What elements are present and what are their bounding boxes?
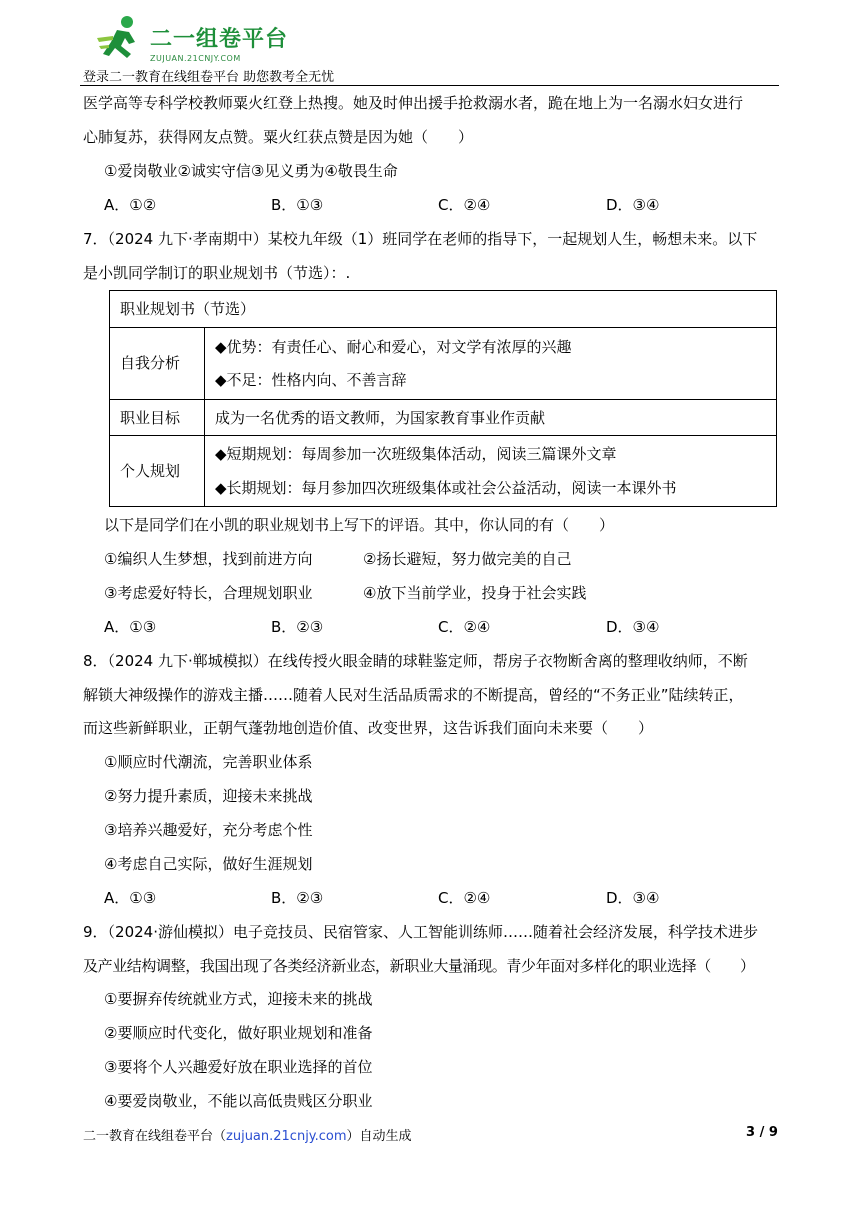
q7-prompt: 以下是同学们在小凯的职业规划书上写下的评语。其中，你认同的有（ ）: [104, 516, 615, 534]
row-short-term-plan: ◆短期规划：每周参加一次班级集体活动，阅读三篇课外文章: [215, 445, 617, 463]
q7-option-b: B．②③: [271, 618, 324, 636]
q8-item3: ③培养兴趣爱好，充分考虑个性: [104, 821, 313, 839]
q9-line1: 9．（2024·游仙模拟）电子竞技员、民宿管家、人工智能训练师……随着社会经济发展，科学技术进步: [83, 923, 758, 941]
q6-line2: 心肺复苏，获得网友点赞。粟火红获点赞是因为她（ ）: [83, 128, 474, 146]
q8-option-d: D．③④: [606, 889, 660, 907]
q7-line1: 7．（2024 九下·孝南期中）某校九年级（1）班同学在老师的指导下，一起规划人生，畅想未来。以下: [83, 230, 758, 248]
table-content-cell: [204, 435, 777, 507]
q6-option-a: A．①②: [104, 196, 157, 214]
row-career-goal: 成为一名优秀的语文教师，为国家教育事业作贡献: [215, 409, 546, 427]
q6-items: ①爱岗敬业②诚实守信③见义勇为④敬畏生命: [104, 162, 398, 180]
footer-suffix: ）自动生成: [346, 1129, 412, 1144]
q8-line3: 而这些新鲜职业，正朝气蓬勃地创造价值、改变世界，这告诉我们面向未来要（ ）: [83, 719, 654, 737]
career-plan-table: [109, 290, 777, 507]
logo-text: 二一组卷平台: [150, 27, 289, 52]
table-label-cell: [109, 435, 205, 507]
table-content-cell: [204, 327, 777, 400]
runner-logo-icon: [95, 14, 147, 62]
table-content-cell: [204, 399, 777, 436]
page-footer: [83, 1125, 412, 1144]
q8-option-a: A．①③: [104, 889, 157, 907]
page-number: 3 / 9: [746, 1125, 778, 1140]
q9-item4: ④要爱岗敬业，不能以高低贵贱区分职业: [104, 1092, 373, 1110]
site-logo[interactable]: [95, 14, 295, 66]
q9-item3: ③要将个人兴趣爱好放在职业选择的首位: [104, 1058, 373, 1076]
q9-item2: ②要顺应时代变化，做好职业规划和准备: [104, 1024, 373, 1042]
row-long-term-plan: ◆长期规划：每月参加四次班级集体或社会公益活动，阅读一本课外书: [215, 479, 677, 497]
q8-item1: ①顺应时代潮流，完善职业体系: [104, 753, 313, 771]
q6-option-b: B．①③: [271, 196, 324, 214]
row-self-weakness: ◆不足：性格内向、不善言辞: [215, 371, 407, 389]
q8-line2: 解锁大神级操作的游戏主播……随着人民对生活品质需求的不断提高，曾经的“不务正业”陆续转正，: [83, 686, 744, 704]
logo-subtext: ZUJUAN.21CNJY.COM: [150, 54, 241, 63]
footer-prefix: 二一教育在线组卷平台（: [83, 1129, 227, 1144]
row-self-strength: ◆优势：有责任心、耐心和爱心，对文学有浓厚的兴趣: [215, 338, 572, 356]
q8-item2: ②努力提升素质，迎接未来挑战: [104, 787, 313, 805]
row-label-personal-plan: 个人规划: [120, 462, 181, 480]
table-title: 职业规划书（节选）: [120, 300, 256, 318]
q6-option-d: D．③④: [606, 196, 660, 214]
row-label-self-analysis: 自我分析: [120, 354, 181, 372]
q8-option-c: C．②④: [438, 889, 491, 907]
q8-item4: ④考虑自己实际，做好生涯规划: [104, 855, 313, 873]
q7-item4: ④放下当前学业，投身于社会实践: [363, 584, 587, 602]
q7-item1: ①编织人生梦想，找到前进方向: [104, 550, 313, 568]
q7-option-c: C．②④: [438, 618, 491, 636]
row-label-career-goal: 职业目标: [120, 409, 181, 427]
q7-line2: 是小凯同学制订的职业规划书（节选）：.: [83, 264, 351, 282]
q9-item1: ①要摒弃传统就业方式，迎接未来的挑战: [104, 990, 373, 1008]
q7-item2: ②扬长避短，努力做完美的自己: [363, 550, 572, 568]
q7-item3: ③考虑爱好特长，合理规划职业: [104, 584, 313, 602]
q8-option-b: B．②③: [271, 889, 324, 907]
header-divider: [80, 85, 779, 86]
table-title-cell: [109, 290, 777, 328]
header-tagline: 登录二一教育在线组卷平台 助您教考全无忧: [83, 70, 335, 85]
q7-option-a: A．①③: [104, 618, 157, 636]
q7-option-d: D．③④: [606, 618, 660, 636]
table-label-cell: [109, 399, 205, 436]
footer-link[interactable]: zujuan.21cnjy.com: [226, 1129, 347, 1144]
table-label-cell: [109, 327, 205, 400]
q9-line2: 及产业结构调整，我国出现了各类经济新业态，新职业大量涌现。青少年面对多样化的职业选择（ ）: [83, 957, 755, 975]
q8-line1: 8．（2024 九下·郸城模拟）在线传授火眼金睛的球鞋鉴定师，帮房子衣物断舍离的整理收纳师，不断: [83, 652, 748, 670]
q6-option-c: C．②④: [438, 196, 491, 214]
q6-line1: 医学高等专科学校教师粟火红登上热搜。她及时伸出援手抢救溺水者，跪在地上为一名溺水妇女进行: [83, 94, 744, 112]
